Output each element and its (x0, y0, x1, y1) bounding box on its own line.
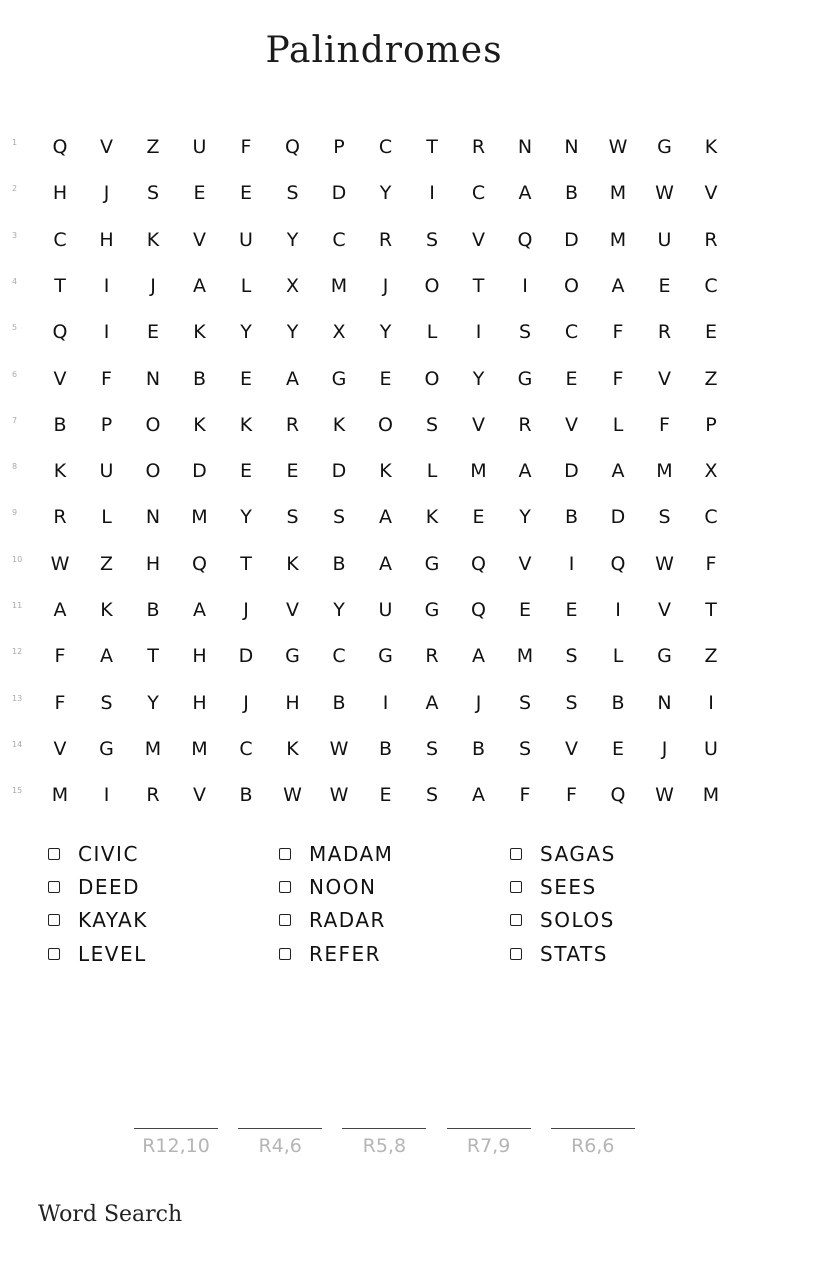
grid-letter[interactable]: W (50, 552, 70, 575)
grid-letter[interactable]: K (100, 599, 113, 621)
word-item[interactable] (279, 908, 386, 932)
word-checkbox[interactable] (510, 914, 522, 926)
row-number: 11 (12, 601, 23, 610)
grid-letter[interactable]: L (426, 460, 438, 483)
grid-letter[interactable]: X (704, 460, 718, 483)
grid-letter[interactable]: K (425, 506, 439, 529)
grid-letter[interactable]: U (704, 737, 718, 760)
word-label: LEVEL (78, 942, 147, 966)
answer-code: R5,8 (362, 1135, 407, 1157)
grid-letter[interactable]: I (382, 691, 389, 714)
grid-letter[interactable]: M (609, 182, 627, 205)
grid-letter[interactable]: S (565, 645, 578, 668)
grid-letter[interactable]: K (332, 413, 346, 436)
grid-letter[interactable]: Y (472, 367, 485, 390)
grid-letter[interactable]: S (425, 413, 439, 436)
grid-letter[interactable]: U (192, 136, 207, 158)
word-checkbox[interactable] (510, 848, 522, 860)
grid-letter[interactable]: G (378, 645, 393, 668)
grid-letter[interactable]: D (331, 182, 347, 205)
grid-letter[interactable]: H (192, 691, 207, 714)
grid-letter[interactable]: V (193, 784, 206, 807)
grid-letter[interactable]: R (425, 645, 439, 668)
grid-letter[interactable]: C (53, 228, 67, 251)
grid-letter[interactable]: J (243, 691, 249, 714)
grid-letter[interactable]: W (329, 784, 349, 807)
grid-letter[interactable]: Y (379, 182, 392, 205)
answer-blank[interactable] (447, 1128, 531, 1157)
grid-letter[interactable]: A (53, 599, 67, 621)
grid-letter[interactable]: I (708, 691, 714, 714)
word-checkbox[interactable] (279, 948, 291, 960)
word-item[interactable] (279, 842, 393, 866)
grid-letter[interactable]: V (193, 228, 206, 251)
grid-letter[interactable]: E (472, 506, 485, 529)
grid-letter[interactable]: F (54, 691, 66, 714)
grid-letter[interactable]: Y (240, 321, 252, 344)
grid-letter[interactable]: C (239, 737, 253, 760)
grid-letter[interactable]: T (426, 136, 438, 158)
answer-code: R4,6 (258, 1135, 302, 1157)
grid-letter[interactable]: M (330, 274, 348, 297)
grid-letter[interactable]: Y (379, 321, 392, 344)
grid-letter[interactable]: A (193, 599, 206, 621)
grid-letter[interactable]: F (659, 413, 670, 436)
grid-letter[interactable]: R (53, 506, 67, 529)
word-label: CIVIC (78, 842, 139, 866)
word-checkbox[interactable] (279, 914, 291, 926)
grid-letter[interactable]: W (655, 784, 674, 807)
grid-letter[interactable]: G (517, 367, 533, 390)
grid-letter[interactable]: Y (240, 506, 252, 529)
answer-code: R7,9 (466, 1135, 511, 1157)
grid-letter[interactable]: B (53, 413, 67, 436)
grid-letter[interactable]: S (100, 691, 113, 714)
grid-letter[interactable]: K (379, 460, 392, 483)
grid-letter[interactable]: M (656, 460, 673, 483)
grid-letter[interactable]: F (240, 136, 252, 158)
grid-letter[interactable]: C (471, 182, 486, 205)
grid-letter[interactable]: S (658, 506, 671, 529)
grid-letter[interactable]: L (101, 506, 112, 529)
answer-blank[interactable] (342, 1128, 426, 1157)
grid-letter[interactable]: Q (610, 784, 626, 807)
word-label: SEES (540, 875, 597, 899)
grid-letter[interactable]: B (192, 367, 207, 390)
grid-letter[interactable]: G (99, 737, 114, 760)
grid-letter[interactable]: L (612, 645, 624, 668)
word-label: KAYAK (78, 908, 148, 932)
grid-letter[interactable]: V (100, 136, 113, 158)
grid-letter[interactable]: Z (99, 552, 114, 575)
grid-letter[interactable]: O (424, 367, 440, 390)
grid-letter[interactable]: Q (192, 552, 207, 575)
grid-letter[interactable]: S (286, 182, 299, 205)
grid-letter[interactable]: C (704, 506, 718, 529)
grid-letter[interactable]: B (332, 691, 346, 714)
grid-letter[interactable]: A (286, 367, 299, 390)
grid-letter[interactable]: S (518, 691, 532, 714)
grid-letter[interactable]: R (518, 413, 532, 436)
grid-letter[interactable]: J (150, 274, 156, 297)
grid-letter[interactable]: M (609, 228, 627, 251)
grid-letter[interactable]: R (378, 228, 393, 251)
grid-letter[interactable]: U (378, 599, 393, 621)
grid-letter[interactable]: W (329, 737, 349, 760)
grid-letter[interactable]: B (564, 182, 579, 205)
grid-letter[interactable]: Y (333, 599, 345, 621)
grid-letter[interactable]: A (379, 506, 392, 529)
answer-line (342, 1128, 426, 1129)
grid-letter[interactable]: F (54, 645, 66, 668)
grid-letter[interactable]: A (379, 552, 392, 575)
grid-letter[interactable]: S (286, 506, 299, 529)
word-label: SOLOS (540, 908, 615, 932)
grid-letter[interactable]: R (471, 136, 486, 158)
grid-letter[interactable]: E (658, 274, 671, 297)
grid-letter[interactable]: N (657, 691, 672, 714)
word-checkbox[interactable] (279, 848, 291, 860)
grid-letter[interactable]: C (332, 645, 346, 668)
grid-letter[interactable]: G (424, 552, 440, 575)
grid-letter[interactable]: I (103, 274, 110, 297)
answer-blank[interactable] (551, 1128, 635, 1157)
grid-letter[interactable]: D (238, 645, 254, 668)
grid-letter[interactable]: M (191, 737, 208, 760)
word-item[interactable] (510, 908, 615, 932)
grid-letter[interactable]: A (472, 645, 485, 668)
grid-letter[interactable]: B (611, 691, 625, 714)
grid-letter[interactable]: F (519, 784, 531, 807)
grid-letter[interactable]: K (239, 413, 253, 436)
row-number: 8 (12, 462, 18, 472)
row-number: 5 (12, 323, 18, 333)
grid-letter[interactable]: J (243, 599, 249, 621)
row-number: 12 (12, 647, 23, 657)
word-checkbox[interactable] (48, 914, 60, 926)
grid-letter[interactable]: A (518, 182, 532, 205)
grid-letter[interactable]: M (702, 784, 720, 807)
grid-letter[interactable]: G (331, 367, 347, 390)
word-label: NOON (309, 875, 377, 899)
grid-letter[interactable]: V (286, 599, 299, 621)
grid-letter[interactable]: V (472, 228, 485, 251)
answer-code: R6,6 (571, 1135, 615, 1157)
grid-letter[interactable]: C (704, 274, 718, 297)
grid-letter[interactable]: O (145, 460, 161, 483)
grid-letter[interactable]: J (103, 182, 110, 205)
grid-letter[interactable]: B (564, 506, 579, 529)
grid-letter[interactable]: W (283, 784, 302, 807)
grid-letter[interactable]: U (657, 228, 672, 251)
grid-letter[interactable]: V (472, 413, 485, 436)
word-item[interactable] (48, 908, 148, 932)
grid-letter[interactable]: T (240, 552, 252, 575)
grid-letter[interactable]: S (518, 737, 532, 760)
word-checkbox[interactable] (510, 881, 522, 893)
word-item[interactable] (510, 942, 608, 966)
grid-letter[interactable]: E (565, 367, 578, 390)
word-item[interactable] (48, 942, 147, 966)
answer-line (238, 1128, 322, 1129)
answer-line (551, 1128, 635, 1129)
grid-letter[interactable]: Z (704, 367, 718, 390)
row-number: 14 (12, 739, 23, 749)
grid-letter[interactable]: A (611, 274, 625, 297)
grid-letter[interactable]: N (145, 506, 161, 529)
grid-letter[interactable]: A (193, 274, 206, 297)
word-checkbox[interactable] (48, 881, 60, 893)
grid-letter[interactable]: W (655, 552, 674, 575)
grid-letter[interactable]: F (566, 784, 577, 807)
grid-letter[interactable]: E (704, 321, 717, 344)
grid-letter[interactable]: J (382, 274, 389, 297)
grid-letter[interactable]: D (192, 460, 207, 483)
grid-letter[interactable]: Z (146, 136, 160, 158)
grid-letter[interactable]: T (705, 599, 717, 621)
grid-letter[interactable]: V (704, 182, 718, 205)
grid-letter[interactable]: S (332, 506, 346, 529)
row-number: 2 (12, 184, 18, 194)
grid-letter[interactable]: Y (147, 691, 159, 714)
word-checkbox[interactable] (48, 848, 60, 860)
grid-letter[interactable]: O (145, 413, 161, 436)
grid-letter[interactable]: B (332, 552, 346, 575)
grid-letter[interactable]: F (101, 367, 112, 390)
word-item[interactable] (279, 942, 381, 966)
answer-blank[interactable] (238, 1128, 322, 1157)
grid-letter[interactable]: L (240, 274, 252, 297)
grid-letter[interactable]: Y (519, 506, 531, 529)
grid-letter[interactable]: V (658, 599, 671, 621)
grid-letter[interactable]: O (564, 274, 579, 297)
word-label: DEED (78, 875, 141, 899)
grid-letter[interactable]: G (657, 136, 672, 158)
grid-letter[interactable]: H (145, 552, 161, 575)
grid-letter[interactable]: A (100, 645, 113, 668)
grid-letter[interactable]: K (53, 460, 67, 483)
grid-letter[interactable]: A (472, 784, 485, 807)
grid-letter[interactable]: N (517, 136, 533, 158)
footer-label: Word Search (38, 1202, 183, 1227)
word-item[interactable] (510, 842, 616, 866)
answer-line (134, 1128, 218, 1129)
grid-letter[interactable]: Z (704, 645, 718, 668)
grid-letter[interactable]: I (522, 274, 528, 297)
grid-letter[interactable]: H (285, 691, 300, 714)
word-checkbox[interactable] (510, 948, 522, 960)
grid-letter[interactable]: A (425, 691, 439, 714)
grid-letter[interactable]: B (239, 784, 253, 807)
grid-letter[interactable]: R (146, 784, 160, 807)
grid-letter[interactable]: T (54, 274, 66, 297)
grid-letter[interactable]: E (286, 460, 299, 483)
word-checkbox[interactable] (48, 948, 60, 960)
row-number: 7 (12, 415, 18, 425)
grid-letter[interactable]: W (608, 136, 628, 158)
grid-letter[interactable]: B (471, 737, 486, 760)
row-number: 3 (12, 230, 18, 240)
grid-letter[interactable]: A (518, 460, 532, 483)
word-label: SAGAS (540, 842, 616, 866)
answer-blank[interactable] (134, 1128, 218, 1157)
word-item[interactable] (48, 842, 139, 866)
answer-code: R12,10 (142, 1135, 210, 1157)
word-item[interactable] (510, 875, 597, 899)
grid-letter[interactable]: E (565, 599, 578, 621)
grid-letter[interactable]: M (516, 645, 534, 668)
grid-letter[interactable]: H (192, 645, 207, 668)
word-item[interactable] (279, 875, 376, 899)
grid-letter[interactable]: O (424, 274, 440, 297)
grid-letter[interactable]: F (705, 552, 717, 575)
grid-letter[interactable]: J (475, 691, 482, 714)
grid-letter[interactable]: R (704, 228, 718, 251)
grid-letter[interactable]: G (657, 645, 672, 668)
grid-letter[interactable]: E (379, 784, 392, 807)
grid-letter[interactable]: M (144, 737, 162, 760)
grid-letter[interactable]: T (472, 274, 485, 297)
word-label: MADAM (309, 842, 394, 866)
grid-letter[interactable]: P (100, 413, 113, 436)
grid-letter[interactable]: X (332, 321, 346, 344)
grid-letter[interactable]: I (615, 599, 621, 621)
answer-line (447, 1128, 531, 1129)
grid-letter[interactable]: V (565, 737, 578, 760)
grid-letter[interactable]: K (704, 136, 718, 158)
word-label: STATS (540, 942, 608, 966)
row-number: 4 (12, 276, 18, 286)
grid-letter[interactable]: G (424, 599, 440, 621)
grid-letter[interactable]: G (285, 645, 300, 668)
grid-letter[interactable]: U (99, 460, 114, 483)
word-checkbox[interactable] (279, 881, 291, 893)
grid-letter[interactable]: Q (471, 552, 486, 575)
grid-letter[interactable]: A (611, 460, 625, 483)
grid-letter[interactable]: K (286, 552, 299, 575)
row-number: 6 (12, 369, 18, 379)
row-number: 1 (12, 138, 18, 147)
grid-letter[interactable]: E (379, 367, 392, 390)
grid-letter[interactable]: B (378, 737, 393, 760)
grid-letter[interactable]: E (239, 367, 252, 390)
page-title: Palindromes (265, 30, 503, 71)
grid-letter[interactable]: L (426, 321, 438, 344)
grid-letter[interactable]: D (564, 460, 579, 483)
grid-letter[interactable]: E (146, 321, 159, 344)
grid-letter[interactable]: L (612, 413, 624, 436)
grid-letter[interactable]: J (661, 737, 668, 760)
grid-letter[interactable]: E (611, 737, 624, 760)
grid-letter[interactable]: Q (52, 321, 68, 344)
grid-letter[interactable]: N (564, 136, 579, 158)
grid-letter[interactable]: C (378, 136, 393, 158)
grid-letter[interactable]: I (429, 182, 435, 205)
grid-letter[interactable]: T (147, 645, 159, 668)
grid-letter[interactable]: M (470, 460, 487, 483)
grid-letter[interactable]: S (425, 228, 439, 251)
grid-letter[interactable]: O (378, 413, 393, 436)
grid-letter[interactable]: V (53, 367, 67, 390)
grid-letter[interactable]: V (565, 413, 578, 436)
grid-letter[interactable]: F (612, 321, 624, 344)
grid-letter[interactable]: K (193, 321, 206, 344)
grid-letter[interactable]: E (193, 182, 206, 205)
grid-letter[interactable]: V (53, 737, 67, 760)
grid-letter[interactable]: I (568, 552, 575, 575)
grid-letter[interactable]: S (518, 321, 532, 344)
grid-letter[interactable]: Y (286, 228, 299, 251)
grid-letter[interactable]: D (331, 460, 347, 483)
grid-letter[interactable]: Y (286, 321, 299, 344)
grid-letter[interactable]: I (103, 321, 110, 344)
grid-letter[interactable]: K (286, 737, 299, 760)
row-number: 15 (12, 786, 23, 796)
grid-letter[interactable]: Q (285, 136, 300, 158)
word-label: REFER (309, 942, 382, 966)
grid-letter[interactable]: Q (610, 552, 626, 575)
grid-letter[interactable]: N (145, 367, 161, 390)
grid-letter[interactable]: I (103, 784, 110, 807)
grid-letter[interactable]: F (612, 367, 624, 390)
grid-letter[interactable]: I (475, 321, 482, 344)
grid-letter[interactable]: D (610, 506, 626, 529)
grid-letter[interactable]: Q (517, 228, 533, 251)
grid-letter[interactable]: S (425, 784, 439, 807)
word-label: RADAR (309, 908, 386, 932)
row-number: 10 (12, 554, 23, 564)
grid-letter[interactable]: E (239, 182, 252, 205)
word-item[interactable] (48, 875, 140, 899)
grid-letter[interactable]: S (146, 182, 160, 205)
grid-letter[interactable]: S (565, 691, 578, 714)
grid-letter[interactable]: Q (52, 136, 68, 158)
grid-letter[interactable]: X (285, 274, 300, 297)
grid-letter[interactable]: R (657, 321, 672, 344)
grid-letter[interactable]: M (191, 506, 208, 529)
grid-letter[interactable]: C (332, 228, 346, 251)
grid-letter[interactable]: Q (471, 599, 486, 621)
grid-letter[interactable]: E (518, 599, 531, 621)
grid-letter[interactable]: R (285, 413, 300, 436)
row-number: 13 (12, 693, 23, 703)
grid-letter[interactable]: S (425, 737, 439, 760)
grid-letter[interactable]: P (333, 136, 345, 158)
grid-letter[interactable]: W (655, 182, 674, 205)
grid-letter[interactable]: V (658, 367, 671, 390)
grid-letter[interactable]: V (518, 552, 532, 575)
grid-letter[interactable]: E (239, 460, 252, 483)
grid-letter[interactable]: K (146, 228, 160, 251)
grid-letter[interactable]: U (239, 228, 253, 251)
grid-letter[interactable]: M (51, 784, 69, 807)
grid-letter[interactable]: P (705, 413, 717, 436)
grid-letter[interactable]: H (99, 228, 114, 251)
grid-letter[interactable]: H (52, 182, 68, 205)
row-number: 9 (12, 508, 18, 518)
grid-letter[interactable]: D (564, 228, 579, 251)
grid-letter[interactable]: B (146, 599, 160, 621)
grid-letter[interactable]: C (564, 321, 579, 344)
grid-letter[interactable]: K (193, 413, 206, 436)
